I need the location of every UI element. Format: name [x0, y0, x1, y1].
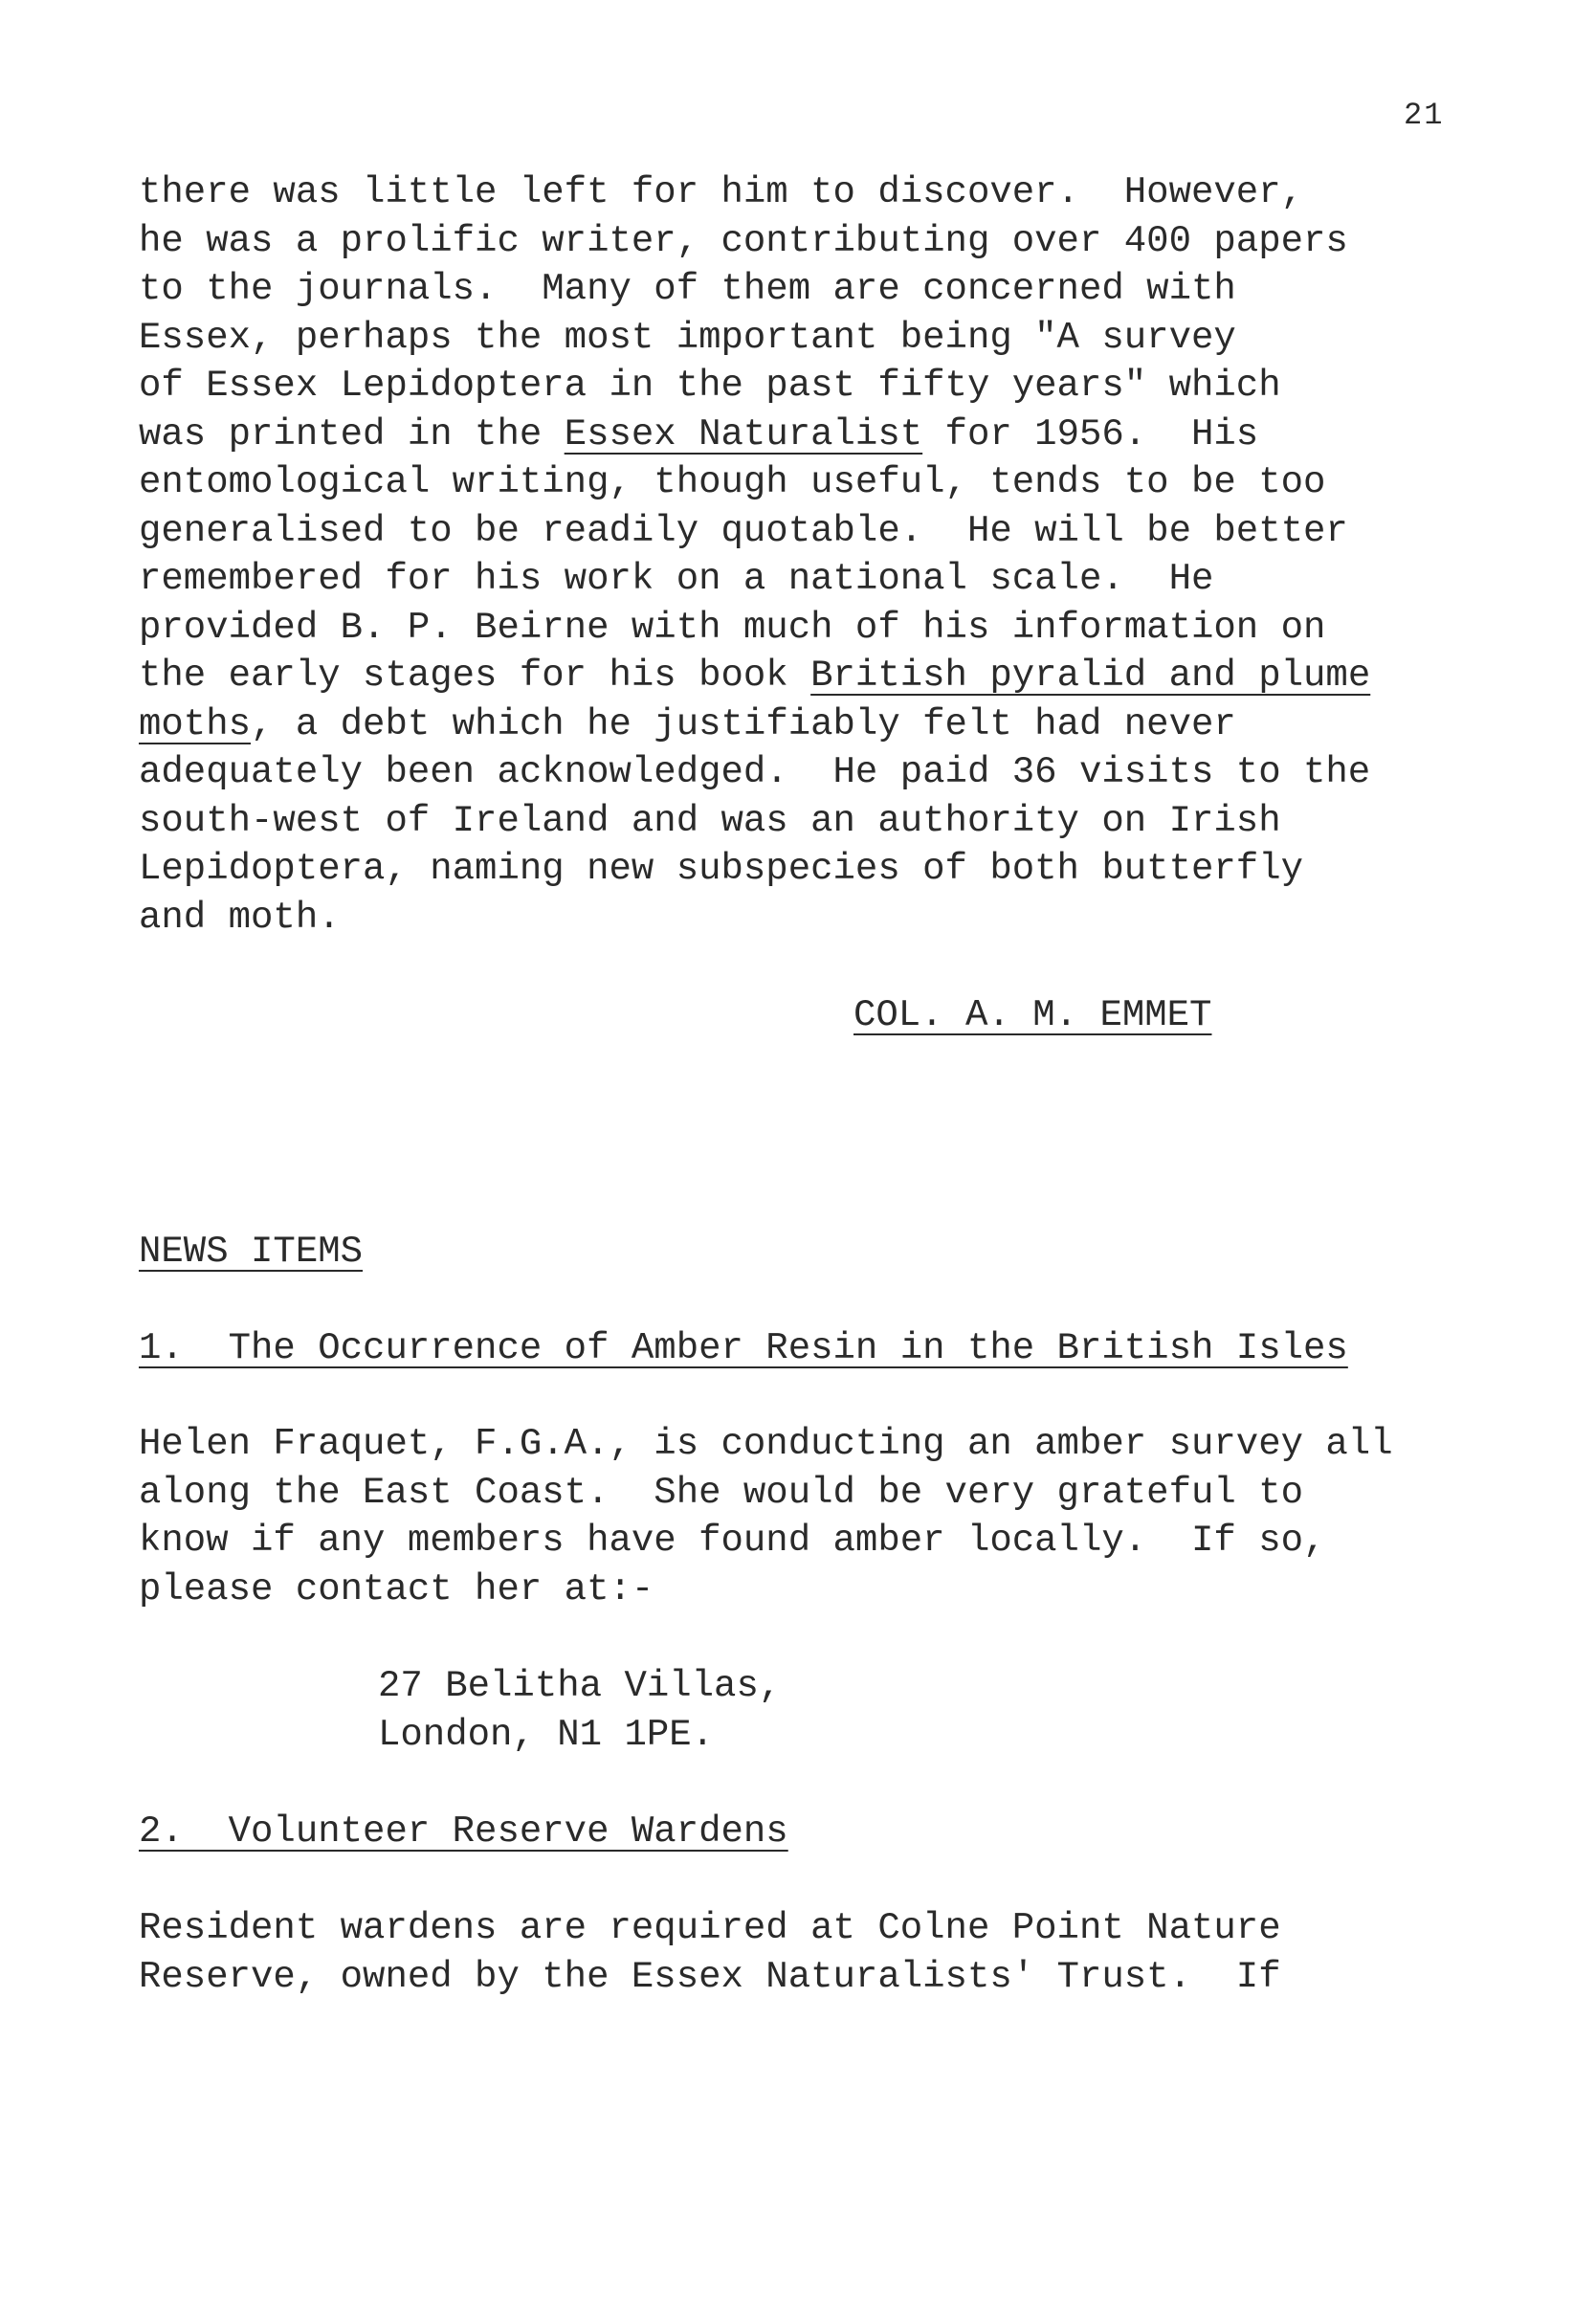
text-line: please contact her at:- — [139, 1567, 654, 1610]
page-number: 21 — [1404, 98, 1445, 133]
news-items-heading: NEWS ITEMS — [139, 1231, 364, 1273]
news-item-title — [139, 1808, 788, 1856]
text-line: there was little left for him to discover. However, — [139, 171, 1303, 213]
text-line: remembered for his work on a national scale. He — [139, 558, 1214, 600]
text-segment: the early stages for his book — [139, 655, 811, 697]
signature-text: COL. A. M. EMMET — [853, 994, 1212, 1036]
text-line: along the East Coast. She would be very grateful to — [139, 1471, 1303, 1514]
text-segment: , a debt which he justifiably felt had never — [251, 702, 1236, 745]
body-paragraph — [139, 168, 1370, 942]
section-heading — [139, 1228, 363, 1277]
author-signature — [853, 991, 1211, 1040]
text-line: to the journals. Many of them are concerned with — [139, 268, 1236, 310]
news-item-title — [139, 1324, 1348, 1373]
book-title-reference: moths — [139, 702, 252, 745]
text-line: south-west of Ireland and was an authority on Irish — [139, 799, 1281, 842]
text-line: Helen Fraquet, F.G.A., is conducting an amber survey all — [139, 1423, 1393, 1465]
journal-title-reference: Essex Naturalist — [564, 412, 923, 455]
text-line: provided B. P. Beirne with much of his information on — [139, 606, 1326, 649]
text-line: and moth. — [139, 896, 341, 939]
text-line: Resident wardens are required at Colne Point Nature — [139, 1907, 1281, 1949]
news-item-body — [139, 1420, 1393, 1613]
text-line: Essex, perhaps the most important being "A survey — [139, 316, 1236, 359]
text-segment: for 1956. His — [922, 412, 1259, 455]
text-line — [139, 652, 1370, 700]
text-line: Lepidoptera, naming new subspecies of both butterfly — [139, 848, 1303, 890]
news-item-body — [139, 1904, 1281, 2001]
item-1-title: 1. The Occurrence of Amber Resin in the British Isles — [139, 1327, 1348, 1369]
text-line: entomological writing, though useful, tends to be too — [139, 461, 1326, 503]
text-line: adequately been acknowledged. He paid 36 visits to the — [139, 751, 1371, 793]
book-title-reference: British pyralid and plume — [810, 655, 1371, 697]
text-line: of Essex Lepidoptera in the past fifty years" which — [139, 365, 1281, 407]
text-line: he was a prolific writer, contributing over 400 papers — [139, 219, 1348, 262]
item-2-title: 2. Volunteer Reserve Wardens — [139, 1810, 788, 1853]
text-segment: was printed in the — [139, 412, 565, 455]
text-line: Reserve, owned by the Essex Naturalists' Trust. If — [139, 1955, 1281, 1998]
text-line: generalised to be readily quotable. He will be better — [139, 509, 1348, 552]
text-line: know if any members have found amber locally. If so, — [139, 1520, 1326, 1562]
contact-address — [378, 1662, 781, 1759]
text-line — [139, 411, 1370, 459]
address-line: 27 Belitha Villas, — [378, 1665, 782, 1707]
address-line: London, N1 1PE. — [378, 1713, 715, 1756]
text-line — [139, 700, 1370, 749]
